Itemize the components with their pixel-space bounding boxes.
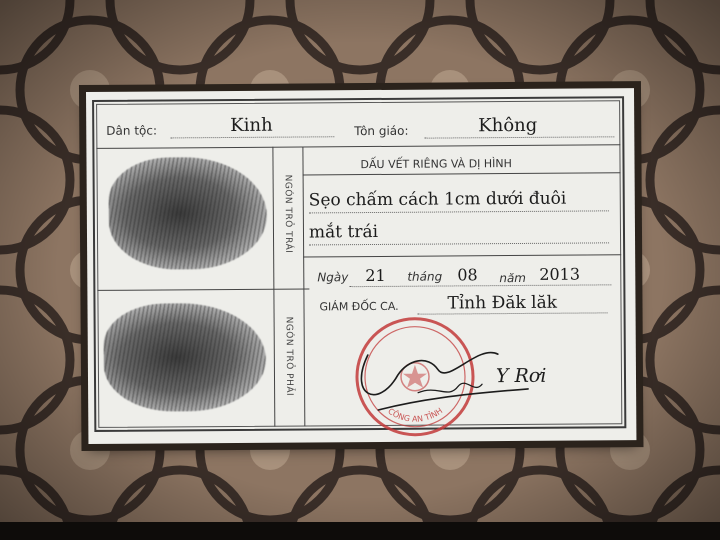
- stamp-text: CÔNG AN TỈNH: [386, 406, 445, 424]
- director-value: Tỉnh Đăk lăk: [447, 292, 558, 314]
- director-label: GIÁM ĐỐC CA.: [319, 299, 399, 314]
- id-card-back: [86, 88, 636, 444]
- bottom-shadow-band: [0, 522, 720, 540]
- date-year: 2013: [539, 264, 581, 284]
- ethnicity-label: Dân tộc:: [106, 123, 158, 138]
- right-finger-label: NGÓN TRỎ PHẢI: [283, 316, 295, 397]
- marks-header: DẤU VẾT RIÊNG VÀ DỊ HÌNH: [360, 157, 512, 172]
- religion-value: Không: [478, 114, 538, 137]
- ethnicity-value: Kinh: [230, 114, 273, 136]
- date-day: 21: [365, 265, 386, 286]
- marks-line-1: Sẹo chấm cách 1cm dưới đuôi: [308, 188, 567, 211]
- date-day-label: Ngày: [317, 270, 349, 285]
- date-month-label: tháng: [407, 269, 443, 284]
- marks-line-2: mắt trái: [308, 221, 379, 243]
- religion-label: Tôn giáo:: [354, 123, 409, 139]
- left-finger-label: NGÓN TRỎ TRÁI: [282, 174, 294, 254]
- date-month: 08: [457, 265, 478, 285]
- signer-name: Y Rơi: [495, 364, 547, 388]
- date-year-label: năm: [499, 270, 527, 286]
